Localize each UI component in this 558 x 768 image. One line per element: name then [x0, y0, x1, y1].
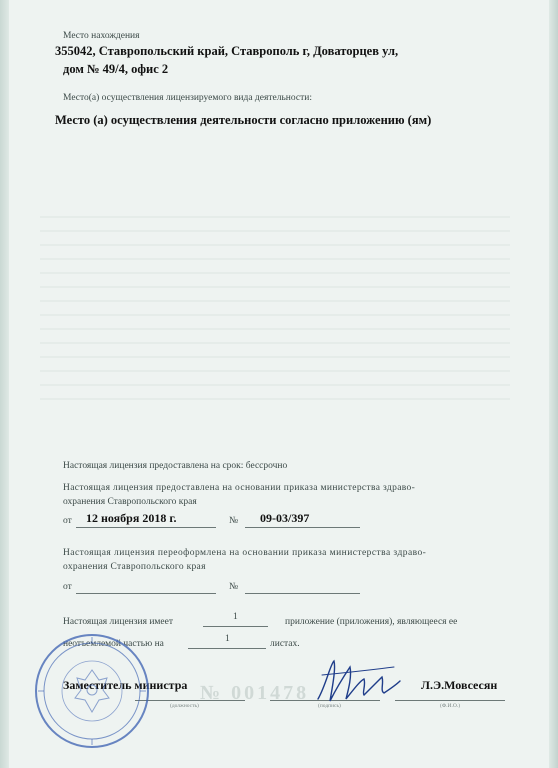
- annex-count: 1: [233, 612, 238, 622]
- activity-place-label: Место(а) осуществления лицензируемого вида деятельности:: [63, 93, 312, 103]
- basis-date: 12 ноября 2018 г.: [86, 511, 177, 525]
- annex-line2-prefix: неотъемлемой частью на: [63, 639, 164, 649]
- basis-line1: Настоящая лицензия предоставлена на основании приказа министерства здраво-: [63, 483, 416, 493]
- basis-number: 09-03/397: [260, 511, 310, 525]
- annex-sheets: 1: [225, 634, 230, 644]
- annex-sheets-underline: [188, 648, 266, 649]
- left-border-decoration: [0, 0, 9, 768]
- location-label: Место нахождения: [63, 31, 140, 41]
- annex-line2-suffix: листах.: [270, 639, 300, 649]
- reissue-from-label: от: [63, 582, 72, 592]
- background-number-mark: № 001478: [200, 682, 310, 704]
- position-underline: [135, 700, 245, 701]
- official-stamp: [33, 632, 151, 750]
- annex-line1-prefix: Настоящая лицензия имеет: [63, 617, 174, 627]
- reissue-no-label: №: [229, 582, 239, 592]
- reissue-line2: охранения Ставропольского края: [63, 562, 206, 572]
- reissue-date-underline: [76, 593, 216, 594]
- signer-name: Л.Э.Мовсесян: [421, 678, 498, 692]
- caption-signature: (подпись): [318, 703, 341, 709]
- annex-count-underline: [203, 626, 268, 627]
- basis-number-underline: [245, 527, 360, 528]
- caption-position: (должность): [170, 703, 199, 709]
- background-guilloche: [40, 210, 510, 400]
- term-text: Настоящая лицензия предоставлена на срок: бессрочно: [63, 461, 288, 471]
- reissue-number-underline: [245, 593, 360, 594]
- reissue-line1: Настоящая лицензия переоформлена на основании приказа министерства здраво-: [63, 548, 427, 558]
- right-border-decoration: [549, 0, 558, 768]
- basis-from-label: от: [63, 516, 72, 526]
- basis-line2: охранения Ставропольского края: [63, 497, 197, 507]
- name-underline: [395, 700, 505, 701]
- handwritten-signature: [312, 655, 402, 707]
- basis-date-underline: [76, 527, 216, 528]
- basis-no-label: №: [229, 516, 239, 526]
- signer-position: Заместитель министра: [63, 678, 188, 692]
- activity-place-value: Место (а) осуществления деятельности согласно приложению (ям): [55, 113, 432, 127]
- annex-line1-suffix: приложение (приложения), являющееся ее: [285, 617, 458, 627]
- location-line2: дом № 49/4, офис 2: [63, 62, 169, 76]
- caption-name: (Ф.И.О.): [440, 703, 461, 709]
- location-line1: 355042, Ставропольский край, Ставрополь г, Доваторцев ул,: [55, 44, 399, 58]
